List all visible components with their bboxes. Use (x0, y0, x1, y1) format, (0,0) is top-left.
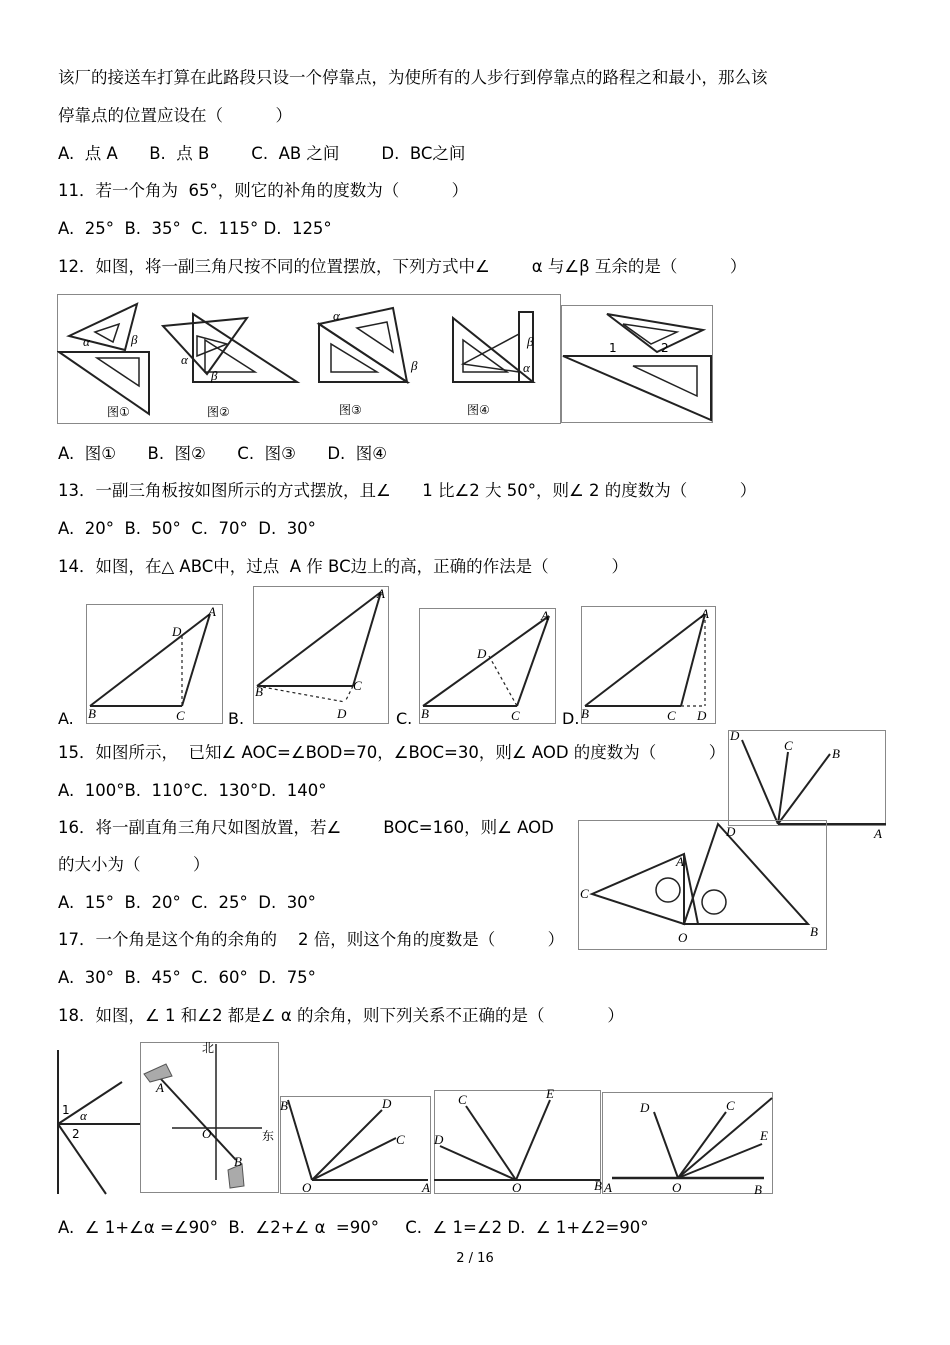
q16-text-line1: 16．将一副直角三角尺如图放置，若∠ BOC=160，则∠ AOD (58, 818, 554, 837)
q15-label-d: D (730, 730, 740, 743)
q18-fig2-label-b: B (234, 1154, 242, 1169)
page-number: 2 / 16 (456, 1251, 494, 1266)
q18-figure-strip (56, 1040, 776, 1196)
q16-label-o: O (678, 930, 688, 945)
q18-fig5-label-e: E (760, 1128, 768, 1143)
q14d-label-d: D (697, 708, 707, 723)
q14d-label-b: B (581, 706, 589, 721)
q14-figure-b (253, 586, 389, 724)
q17-text: 17．一个角是这个角的余角的 2 倍，则这个角的度数是（ ） (58, 930, 565, 949)
q13-angle-2: 2 (661, 341, 669, 355)
q14c-label-a: A (541, 608, 549, 623)
q18-fig1-angle-1: 1 (62, 1103, 70, 1117)
q12-fig1-beta: β (131, 332, 138, 347)
q14-option-a: A. (58, 709, 74, 728)
q18-compass-east: 东 (262, 1129, 275, 1143)
q16-text-line2: 的大小为（ ） (58, 855, 210, 874)
q18-options: A. ∠ 1+∠α =∠90° B. ∠2+∠ α =90° C. ∠ 1=∠2 D. ∠ 1+∠2=90° (58, 1218, 649, 1237)
q18-compass-north: 北 (202, 1041, 215, 1055)
q12-fig4-beta: β (527, 334, 534, 349)
q14c-label-b: B (421, 706, 429, 721)
q12-fig4-label: 图④ (467, 403, 490, 417)
q12-fig4-alpha: α (523, 360, 530, 375)
q18-fig4-label-e: E (546, 1086, 554, 1101)
q12-fig2-label: 图② (207, 405, 230, 419)
q12-text: 12．如图，将一副三角尺按不同的位置摆放，下列方式中∠ α 与∠β 互余的是（ ） (58, 257, 747, 276)
q17-options: A. 30° B. 45° C. 60° D. 75° (58, 968, 316, 987)
q11-options: A. 25° B. 35° C. 115° D. 125° (58, 219, 332, 238)
q14-option-c: C. (396, 709, 413, 728)
q14d-label-a: A (701, 606, 709, 621)
q16-label-a: A (676, 854, 684, 869)
q14c-label-c: C (511, 708, 520, 723)
q12-figure-strip (57, 294, 713, 424)
q18-fig2-label-a: A (156, 1080, 164, 1095)
q18-fig3-label-c: C (396, 1132, 405, 1147)
q18-fig1-angle-2: 2 (72, 1127, 80, 1141)
q18-fig5-label-a: A (604, 1180, 612, 1195)
q15-label-b: B (832, 746, 840, 761)
q18-fig3-label-b: B (280, 1098, 288, 1113)
q16-options: A. 15° B. 20° C. 25° D. 30° (58, 893, 316, 912)
q10-text-line2: 停靠点的位置应设在（ ） (58, 106, 292, 125)
q14-figure-c (419, 608, 556, 724)
q18-fig3-label-a: A (422, 1180, 430, 1195)
q14a-label-a: A (208, 604, 216, 619)
q14c-label-d: D (477, 646, 487, 661)
q14-option-d: D. (562, 709, 580, 728)
q12-options: A. 图① B. 图② C. 图③ D. 图④ (58, 444, 388, 463)
q14b-label-a: A (377, 586, 385, 601)
q12-fig2-alpha: α (181, 352, 188, 367)
q10-options: A. 点 A B. 点 B C. AB 之间 D. BC之间 (58, 144, 466, 163)
q16-label-b: B (810, 924, 818, 939)
q13-angle-1: 1 (609, 341, 617, 355)
q18-fig4-label-d: D (434, 1132, 444, 1147)
q14a-label-b: B (88, 706, 96, 721)
q12-fig1-alpha: α (83, 334, 90, 349)
q16-figure (578, 820, 828, 950)
q14b-label-b: B (255, 684, 263, 699)
q12-fig3-alpha: α (333, 308, 340, 323)
q18-fig3-label-o: O (302, 1180, 312, 1195)
q18-fig5-label-d: D (640, 1100, 650, 1115)
q12-fig3-label: 图③ (339, 403, 362, 417)
q18-fig3-label-d: D (382, 1096, 392, 1111)
q18-fig5-label-c: C (726, 1098, 735, 1113)
q12-fig1-label: 图① (107, 405, 130, 419)
q15-label-c: C (784, 738, 793, 753)
q12-fig3-beta: β (411, 358, 418, 373)
q18-fig4-label-o: O (512, 1180, 522, 1195)
q18-fig4-label-c: C (458, 1092, 467, 1107)
q16-label-c: C (580, 886, 589, 901)
q14d-label-c: C (667, 708, 676, 723)
q14-figure-a (86, 604, 223, 724)
q18-fig2-label-o: O (202, 1126, 212, 1141)
q18-fig1-alpha: α (80, 1108, 87, 1123)
q14a-label-d: D (172, 624, 182, 639)
q14a-label-c: C (176, 708, 185, 723)
q14b-label-c: C (353, 678, 362, 693)
q15-label-a: A (874, 826, 882, 840)
q18-fig5-label-o: O (672, 1180, 682, 1195)
q18-fig4-label-b: B (594, 1178, 602, 1193)
q14-text: 14．如图，在△ ABC中，过点 A 作 BC边上的高，正确的作法是（ ） (58, 557, 629, 576)
q15-options: A. 100°B. 110°C. 130°D. 140° (58, 781, 327, 800)
q11-text: 11．若一个角为 65°，则它的补角的度数为（ ） (58, 181, 469, 200)
q10-text-line1: 该厂的接送车打算在此路段只设一个停靠点，为使所有的人步行到停靠点的路程之和最小，那么该 (58, 68, 768, 87)
q18-fig5-label-b: B (754, 1182, 762, 1196)
q13-text: 13．一副三角板按如图所示的方式摆放，且∠ 1 比∠2 大 50°，则∠ 2 的度数为（ ） (58, 481, 757, 500)
q14b-label-d: D (337, 706, 347, 721)
q14-option-b: B. (228, 709, 245, 728)
q14-figure-d (581, 606, 716, 724)
q16-label-d: D (726, 824, 736, 839)
q15-text: 15．如图所示， 已知∠ AOC=∠BOD=70，∠BOC=30，则∠ AOD 的度数为（ ） (58, 743, 726, 762)
q12-fig2-beta: β (211, 368, 218, 383)
q13-options: A. 20° B. 50° C. 70° D. 30° (58, 519, 316, 538)
q18-text: 18．如图，∠ 1 和∠2 都是∠ α 的余角，则下列关系不正确的是（ ） (58, 1006, 624, 1025)
